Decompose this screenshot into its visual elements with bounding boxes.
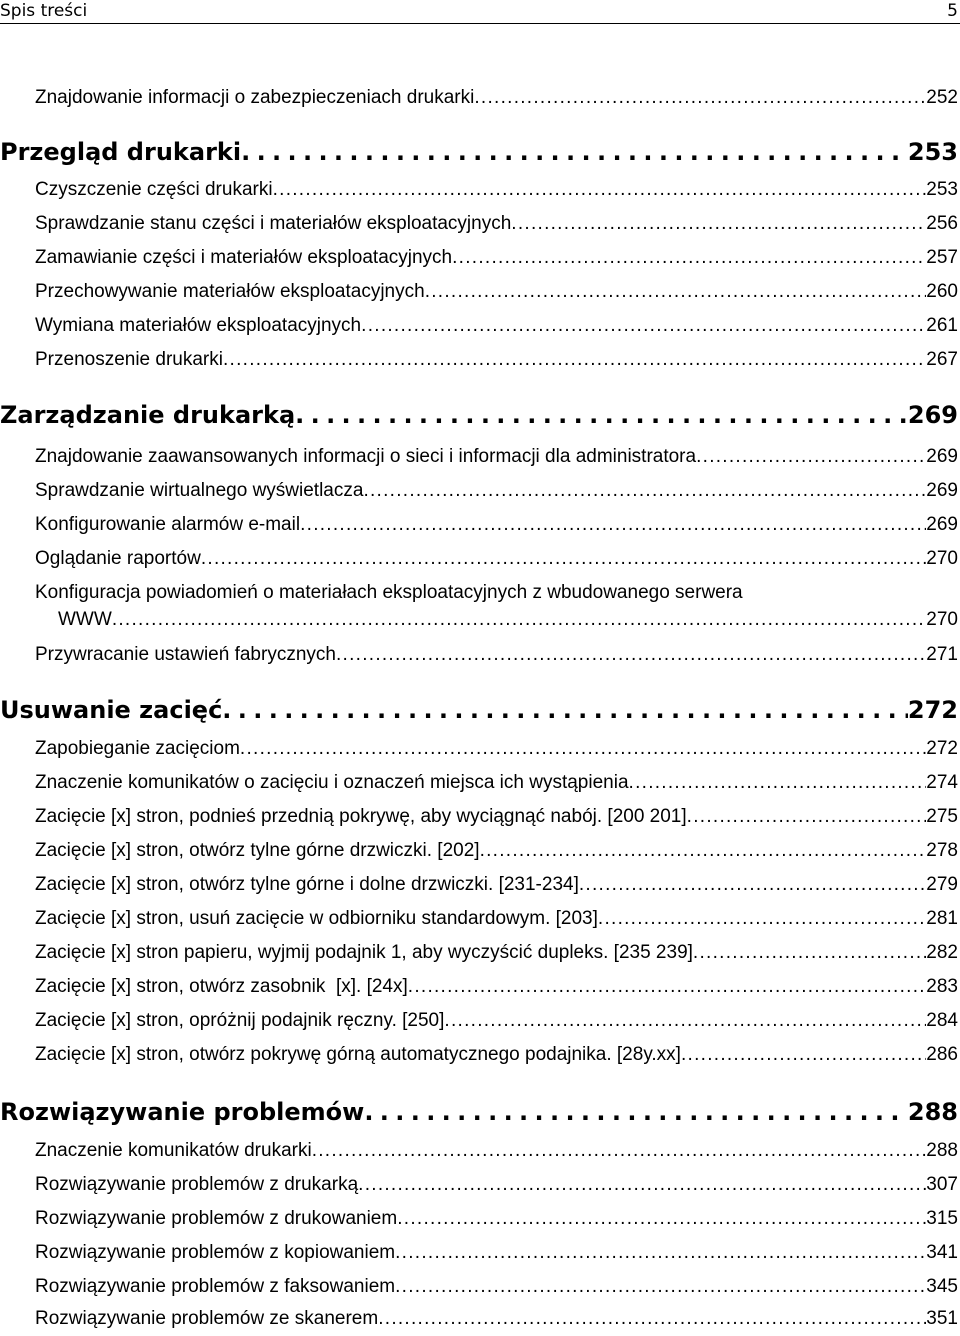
toc-entry[interactable] — [58, 607, 958, 633]
toc-entry[interactable] — [35, 245, 958, 271]
toc-entry-page: 279 — [926, 874, 958, 895]
toc-entry-title: Sprawdzanie wirtualnego wyświetlacza — [35, 480, 364, 501]
toc-entry-page: 269 — [926, 514, 958, 535]
toc-entry[interactable] — [35, 313, 958, 339]
toc-leader — [598, 906, 926, 932]
toc-entry-title: Konfigurowanie alarmów e-mail — [35, 514, 301, 535]
toc-leader — [112, 607, 926, 633]
toc-leader — [273, 177, 927, 203]
toc-entry-page: 282 — [926, 942, 958, 963]
toc-entry-page: 284 — [926, 1010, 958, 1031]
toc-entry-page: 253 — [926, 179, 958, 200]
toc-entry[interactable] — [35, 770, 958, 796]
toc-leader — [201, 546, 926, 572]
toc-entry-title: Oglądanie raportów — [35, 548, 201, 569]
toc-entry-page: 281 — [926, 908, 958, 929]
toc-leader — [395, 1274, 926, 1300]
toc-leader — [687, 804, 927, 830]
toc-entry-title: Sprawdzanie stanu części i materiałów eksploatacyjnych — [35, 213, 512, 234]
toc-chapter[interactable] — [0, 694, 958, 726]
toc-chapter-title: Usuwanie zacięć — [0, 696, 223, 724]
toc-leader — [361, 313, 926, 339]
toc-entry-title: Znajdowanie informacji o zabezpieczeniach drukarki — [35, 87, 475, 108]
toc-entry-page: 261 — [926, 315, 958, 336]
toc-entry[interactable] — [35, 347, 958, 373]
toc-entry-title: Przechowywanie materiałów eksploatacyjnych — [35, 281, 425, 302]
toc-entry-page: 260 — [926, 281, 958, 302]
toc-chapter-title: Przegląd drukarki — [0, 138, 242, 166]
toc-leader — [336, 642, 926, 668]
toc-entry[interactable] — [35, 177, 958, 203]
toc-entry-page: 267 — [926, 349, 958, 370]
toc-chapter-page: 253 — [907, 138, 958, 166]
toc-leader — [364, 1096, 908, 1128]
toc-entry-page: 272 — [926, 738, 958, 759]
toc-entry-title: Znaczenie komunikatów drukarki — [35, 1140, 312, 1161]
toc-entry[interactable] — [35, 974, 958, 1000]
toc-entry[interactable] — [35, 838, 958, 864]
toc-chapter-title: Rozwiązywanie problemów — [0, 1098, 365, 1126]
toc-entry[interactable] — [35, 940, 958, 966]
toc-chapter-page: 288 — [907, 1098, 958, 1126]
toc-leader — [358, 1172, 926, 1198]
toc-entry-title: Znajdowanie zaawansowanych informacji o sieci i informacji dla administratora — [35, 446, 697, 467]
toc-entry[interactable] — [35, 906, 958, 932]
toc-chapter-page: 272 — [907, 696, 958, 724]
toc-entry-page: 269 — [926, 480, 958, 501]
toc-entry-title: Zacięcie [x] stron papieru, wyjmij podajnik 1, aby wyczyścić dupleks. [235 239] — [35, 942, 693, 963]
toc-entry-title: Czyszczenie części drukarki — [35, 179, 273, 200]
toc-chapter[interactable] — [0, 1096, 958, 1128]
toc-entry-page: 341 — [926, 1242, 958, 1263]
toc-entry-title: Zapobieganie zacięciom — [35, 738, 240, 759]
toc-entry-page: 257 — [926, 247, 958, 268]
toc-entry-page: 351 — [926, 1308, 958, 1329]
header-page-number: 5 — [947, 1, 958, 21]
toc-leader — [444, 1008, 926, 1034]
toc-entry-title: Rozwiązywanie problemów z drukarką — [35, 1174, 359, 1195]
toc-entry-page: 252 — [926, 87, 958, 108]
toc-entry[interactable] — [35, 279, 958, 305]
toc-entry-title: Rozwiązywanie problemów z faksowaniem — [35, 1276, 396, 1297]
toc-entry[interactable] — [35, 1172, 958, 1198]
toc-entry-page: 307 — [926, 1174, 958, 1195]
toc-leader — [241, 136, 908, 168]
toc-entry-title: Zacięcie [x] stron, otwórz tylne górne drzwiczki. [202] — [35, 840, 480, 861]
toc-entry-page: 274 — [926, 772, 958, 793]
toc-chapter-page: 269 — [907, 401, 958, 429]
toc-leader — [696, 444, 926, 470]
toc-leader — [408, 974, 927, 1000]
toc-entry-page: 288 — [926, 1140, 958, 1161]
toc-entry[interactable] — [35, 478, 958, 504]
toc-entry[interactable] — [35, 211, 958, 237]
toc-leader — [681, 1042, 926, 1068]
toc-entry-title: Rozwiązywanie problemów z drukowaniem — [35, 1208, 398, 1229]
toc-entry[interactable] — [35, 546, 958, 572]
toc-entry[interactable] — [35, 512, 958, 538]
header-title: Spis treści — [0, 1, 88, 21]
toc-entry-title: Przywracanie ustawień fabrycznych — [35, 644, 336, 665]
toc-chapter[interactable] — [0, 399, 958, 431]
toc-entry-title: Zacięcie [x] stron, otwórz zasobnik [x]. [24x] — [35, 976, 408, 997]
toc-entry[interactable] — [35, 1008, 958, 1034]
toc-entry[interactable] — [35, 85, 958, 111]
toc-entry-page: 278 — [926, 840, 958, 861]
toc-entry[interactable] — [35, 736, 958, 762]
toc-entry-page: 283 — [926, 976, 958, 997]
toc-leader — [363, 478, 926, 504]
toc-leader — [240, 736, 926, 762]
toc-leader — [425, 279, 927, 305]
toc-entry-page: 271 — [926, 644, 958, 665]
toc-entry[interactable] — [35, 1306, 958, 1332]
toc-entry-page: 270 — [926, 609, 958, 630]
toc-entry-title: Rozwiązywanie problemów z kopiowaniem — [35, 1242, 396, 1263]
toc-leader — [222, 694, 908, 726]
toc-entry-title: Rozwiązywanie problemów ze skanerem — [35, 1308, 379, 1329]
toc-entry-title-line1[interactable]: Konfiguracja powiadomień o materiałach eksploatacyjnych z wbudowanego serwera — [35, 582, 743, 603]
toc-leader — [579, 872, 926, 898]
toc-entry-title: Zacięcie [x] stron, usuń zacięcie w odbiorniku standardowym. [203] — [35, 908, 598, 929]
toc-entry-page: 315 — [926, 1208, 958, 1229]
toc-entry[interactable] — [35, 1042, 958, 1068]
toc-entry-title-line2: WWW — [58, 609, 112, 630]
toc-leader — [480, 838, 927, 864]
toc-entry-title: Znaczenie komunikatów o zacięciu i oznaczeń miejsca ich wystąpienia — [35, 772, 629, 793]
toc-entry[interactable] — [35, 1138, 958, 1164]
toc-leader — [395, 1240, 926, 1266]
toc-entry-title: Przenoszenie drukarki — [35, 349, 223, 370]
toc-entry-title: Zacięcie [x] stron, otwórz tylne górne i dolne drzwiczki. [231-234] — [35, 874, 579, 895]
toc-entry-title: Zacięcie [x] stron, otwórz pokrywę górną automatycznego podajnika. [28y.xx] — [35, 1044, 681, 1065]
toc-chapter-title: Zarządzanie drukarką — [0, 401, 296, 429]
toc-leader — [511, 211, 926, 237]
toc-leader — [629, 770, 927, 796]
page-header — [0, 0, 960, 24]
toc-entry[interactable] — [35, 872, 958, 898]
toc-entry[interactable] — [35, 1206, 958, 1232]
toc-entry[interactable] — [35, 1274, 958, 1300]
toc-entry-title: Wymiana materiałów eksploatacyjnych — [35, 315, 362, 336]
toc-entry-title: Zacięcie [x] stron, podnieś przednią pokrywę, aby wyciągnąć nabój. [200 201] — [35, 806, 687, 827]
toc-leader — [223, 347, 926, 373]
toc-entry-page: 345 — [926, 1276, 958, 1297]
toc-entry[interactable] — [35, 1240, 958, 1266]
toc-leader — [295, 399, 908, 431]
toc-entry[interactable] — [35, 642, 958, 668]
toc-entry-page: 275 — [926, 806, 958, 827]
toc-entry-page: 269 — [926, 446, 958, 467]
toc-leader — [312, 1138, 927, 1164]
toc-entry-page: 270 — [926, 548, 958, 569]
toc-leader — [693, 940, 926, 966]
toc-leader — [474, 85, 926, 111]
toc-leader — [452, 245, 926, 271]
toc-entry-page: 256 — [926, 213, 958, 234]
toc-entry-title: Zacięcie [x] stron, opróżnij podajnik ręczny. [250] — [35, 1010, 445, 1031]
toc-entry[interactable] — [35, 444, 958, 470]
toc-leader — [300, 512, 926, 538]
toc-leader — [397, 1206, 926, 1232]
toc-entry-page: 286 — [926, 1044, 958, 1065]
toc-leader — [378, 1306, 926, 1332]
toc-entry[interactable] — [35, 804, 958, 830]
toc-chapter[interactable] — [0, 136, 958, 168]
toc-entry-title: Zamawianie części i materiałów eksploatacyjnych — [35, 247, 453, 268]
